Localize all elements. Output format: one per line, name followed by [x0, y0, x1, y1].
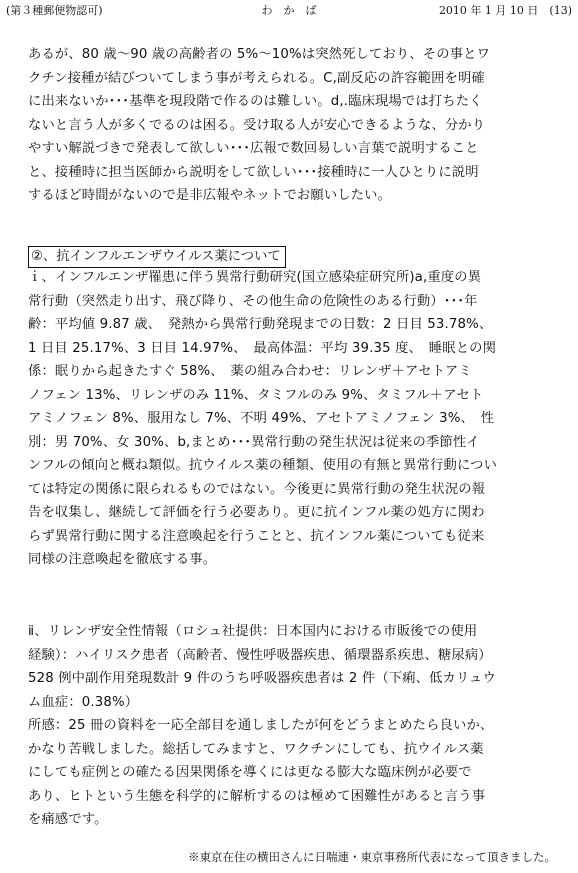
header-publication-note: (第３種郵便物認可) [6, 4, 103, 17]
page-header [6, 2, 572, 20]
text-line: 所感：25 冊の資料を一応全部目を通しましたが何をどうまとめたら良いか、 [28, 718, 494, 733]
text-line: に出来ないか･･･基準を現段階で作るのは難しい。d,.臨床現場では打ちたく [28, 94, 483, 109]
text-line: ないと言う人が多くでるのは困る。受け取る人が安心できるような、分かり [28, 117, 486, 133]
text-line: ノフェン 13%、リレンザのみ 11%、タミフルのみ 9%、タミフル＋アセト [28, 387, 484, 403]
text-line: を痛感です。 [28, 812, 108, 827]
header-newsletter-title: わ か ば [261, 4, 317, 17]
text-line: 別：男 70%、女 30%、b,まとめ･･･異常行動の発生状況は従来の季節性イ [28, 434, 480, 450]
paragraph-abnormal-behavior-study [28, 266, 558, 572]
text-line: 係：眠りから起きたすぐ 58%、 薬の組み合わせ：リレンザ＋アセトアミ [28, 364, 472, 379]
text-line: ては特定の関係に限られるものではない。今後更に異常行動の発生状況の報 [28, 481, 486, 497]
text-line: と、接種時に担当医師から説明をして欲しい･･･接種時に一人ひとりに説明 [28, 164, 479, 180]
text-line: するほど時間がないので是非広報やネットでお願いしたい。 [28, 188, 392, 203]
footer-note: ※東京在住の横田さんに日喘連・東京事務所代表になって頂きました。 [188, 850, 556, 864]
text-line: 常行動（突然走り出す、飛び降り、その他生命の危険性のある行動）･･･年 [28, 293, 478, 309]
text-line: あるが、80 歳～90 歳の高齢者の 5%～10%は突然死しており、その事とワ [28, 47, 491, 62]
text-line: にしても症例との確たる因果関係を導くには更なる膨大な臨床例が必要で [28, 765, 472, 780]
text-line: やすい解説づきで発表して欲しい･･･広報で数回易しい言葉で説明すること [28, 141, 479, 156]
text-line: ンフルの傾向と概ね類似。抗ウイルス薬の種類、使用の有無と異常行動につい [28, 458, 498, 473]
paragraph-vaccine-discussion [28, 43, 558, 208]
text-line: 告を収集し、継続して評価を行う必要あり。更に抗インフル薬の処方に関わ [28, 505, 485, 520]
text-line: 1 日目 25.17%、3 日目 14.97%、 最高体温：平均 39.35 度、 睡眠との関 [28, 340, 497, 356]
text-line: ム血症：0.38%） [28, 694, 139, 710]
header-date-page: 2010 年 1 月 10 日 (13) [438, 4, 572, 17]
text-line: 経験）：ハイリスク患者（高齢者、慢性呼吸器疾患、循環器系疾患、糖尿病） [28, 647, 492, 663]
text-line: アミノフェン 8%、服用なし 7%、不明 49%、アセトアミノフェン 3%、 性 [28, 411, 495, 426]
text-line: 齢：平均値 9.87 歳、 発熱から異常行動発現までの日数：2 日目 53.78%、 [28, 317, 493, 332]
text-line: ｉ、インフルエンザ罹患に伴う異常行動研究(国立感染症研究所)a,重度の異 [28, 270, 482, 285]
text-line: らず異常行動に関する注意喚起を行うことと、抗インフル薬についても従来 [28, 528, 485, 544]
text-line: 528 例中副作用発現数計 9 件のうち呼吸器疾患者は 2 件（下痢、低カリュウ [28, 671, 496, 686]
text-line: クチン接種が結びついてしまう事が考えられる。C,副反応の許容範囲を明確 [28, 70, 485, 86]
paragraph-relenza-safety-and-remarks [28, 620, 558, 832]
text-line: あり、ヒトという生態を科学的に解析するのは極めて困難性があると言う事 [28, 788, 486, 804]
text-line: ⅱ、リレンザ安全性情報（ロシュ社提供：日本国内における市販後での使用 [28, 624, 478, 639]
text-line: かなり苦戦しました。総括してみますと、ワクチンにしても、抗ウイルス薬 [28, 741, 484, 757]
section-heading-antiviral: ②、抗インフルエンザウイルス薬について [28, 246, 286, 268]
text-line: 同様の注意喚起を徹底する事。 [28, 552, 217, 567]
